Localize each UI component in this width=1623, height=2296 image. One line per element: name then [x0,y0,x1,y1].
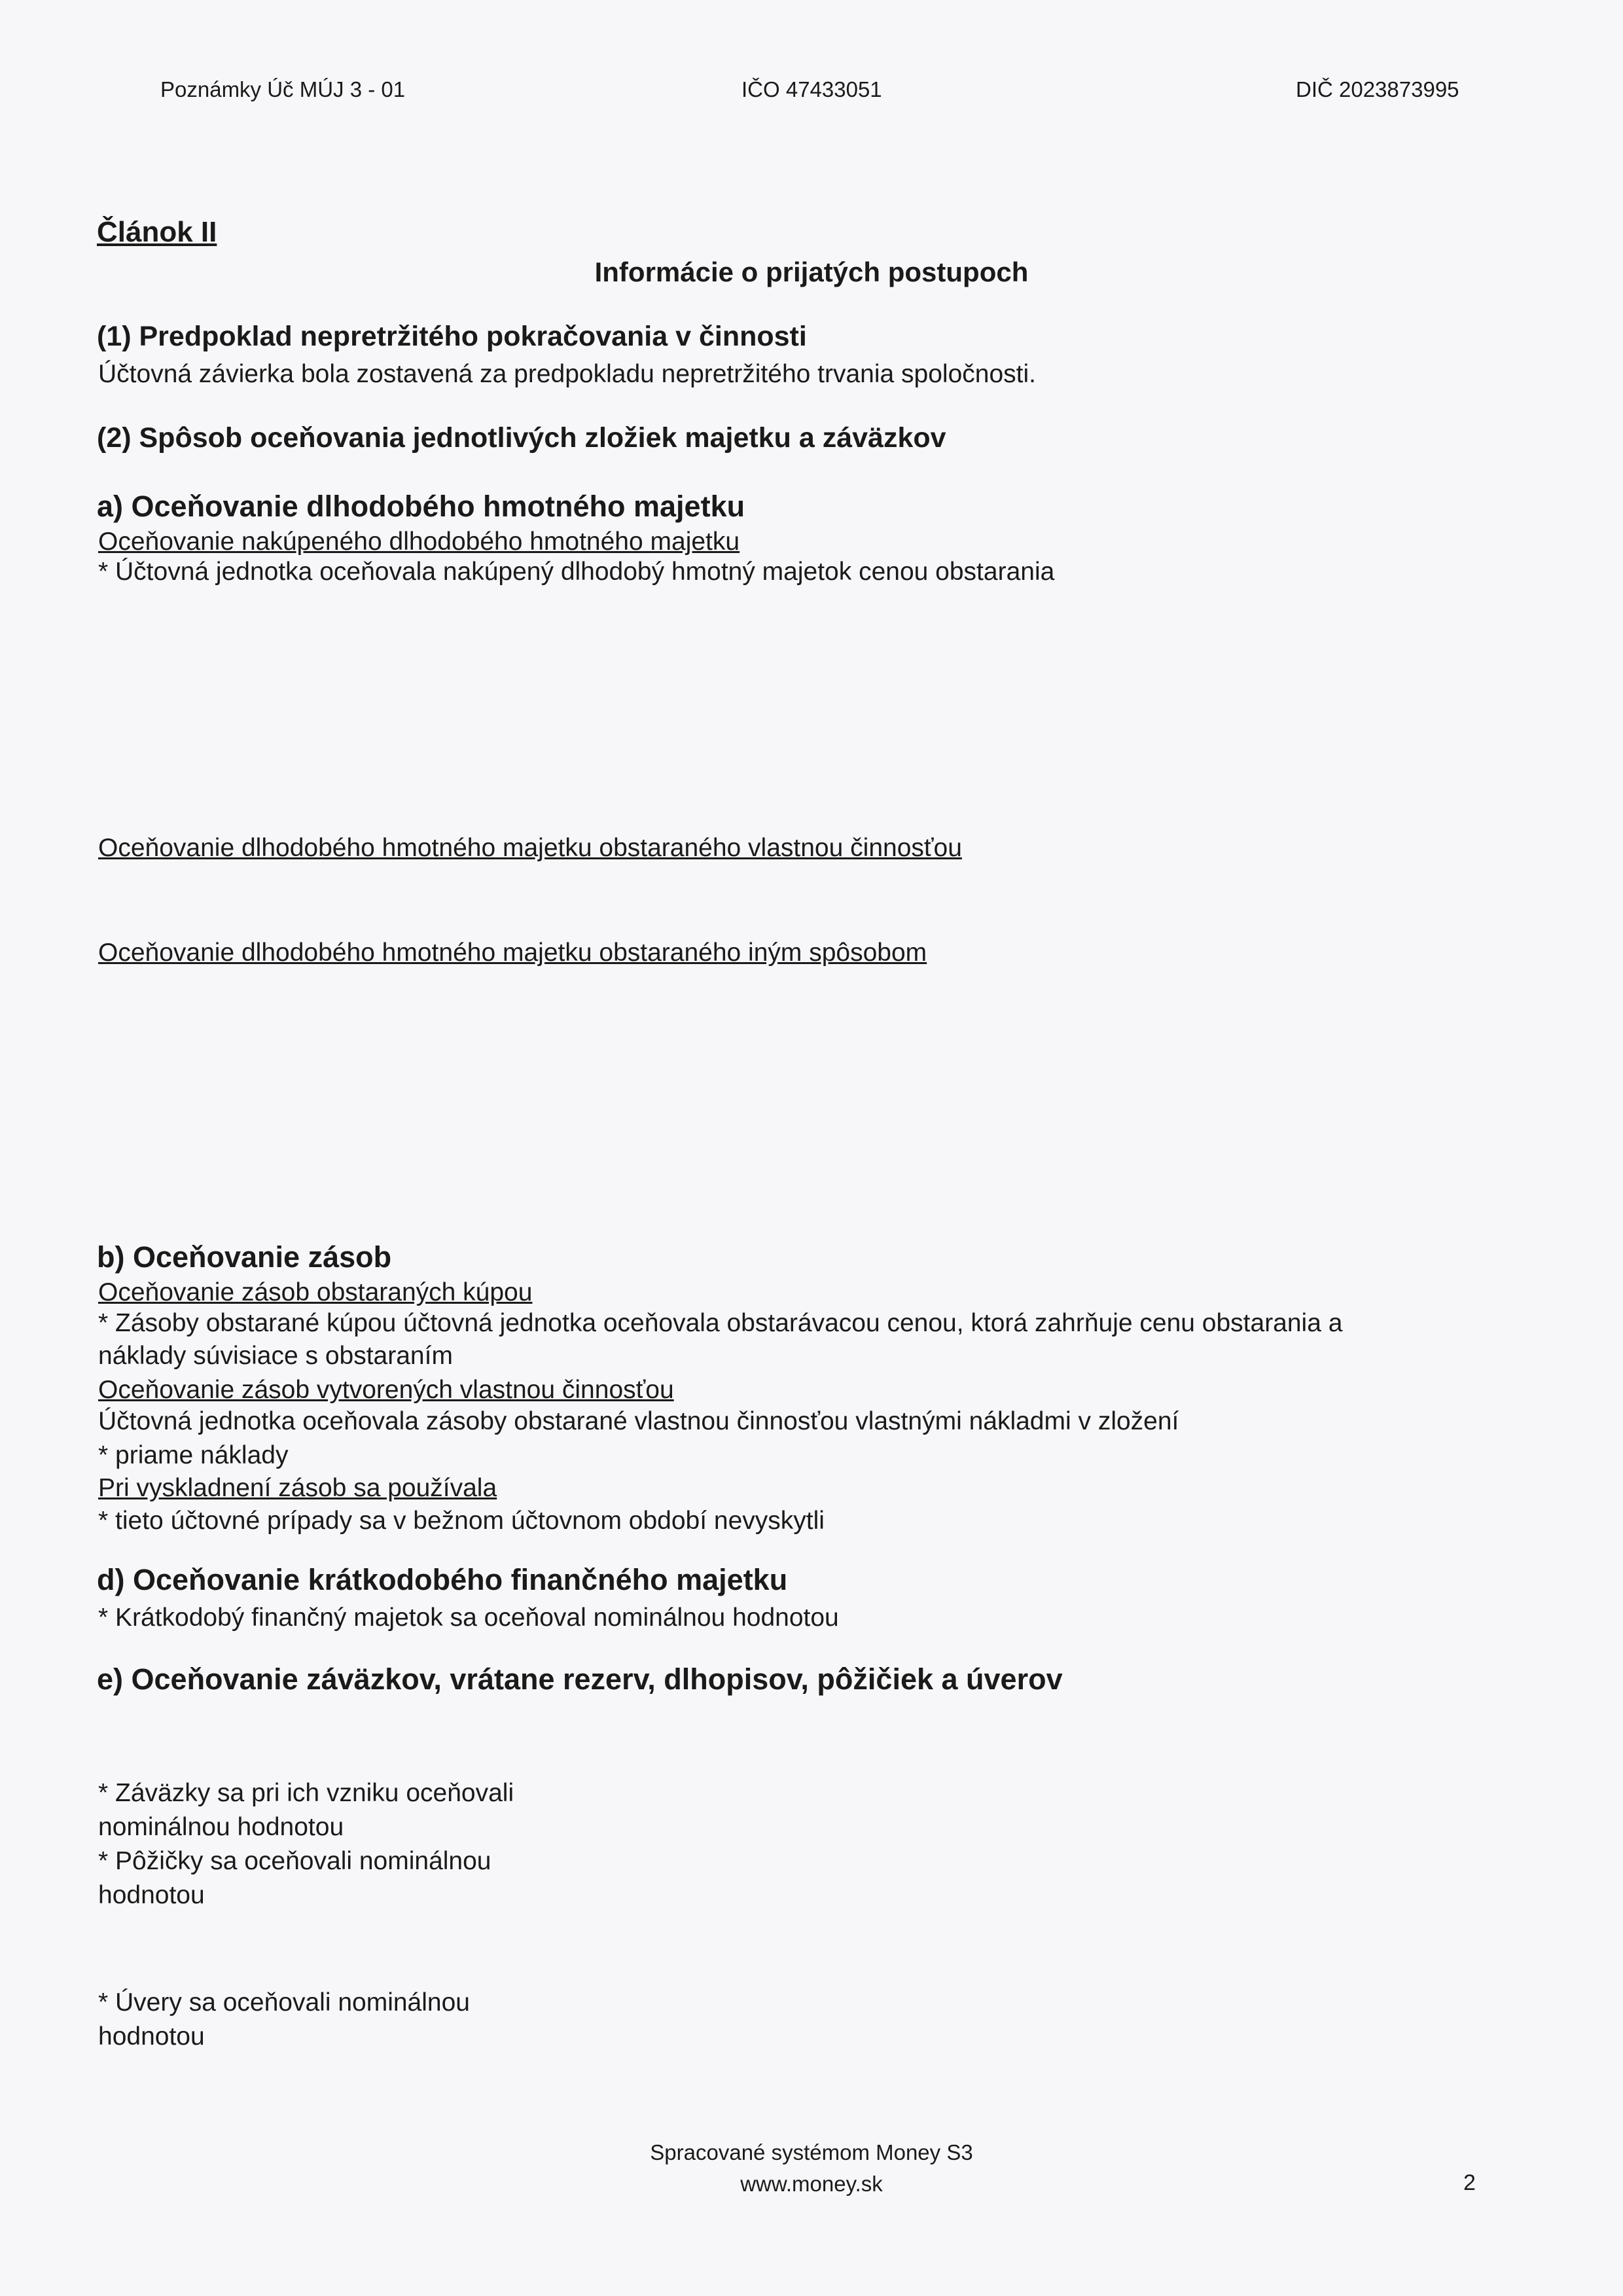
part-b-storage-text: * tieto účtovné prípady sa v bežnom účtovnom období nevyskytli [98,1507,825,1535]
header-form-code: Poznámky Úč MÚJ 3 - 01 [160,77,406,101]
footer-website: www.money.sk [740,2172,883,2196]
part-e-credits-1: * Úvery sa oceňovali nominálnou [98,1988,470,2017]
part-b-own-text: Účtovná jednotka oceňovala zásoby obstarané vlastnou činnosťou vlastnými nákladmi v zložení [98,1407,1179,1435]
part-e-loans-1: * Pôžičky sa oceňovali nominálnou [98,1847,491,1875]
part-e-liabilities-1: * Záväzky sa pri ich vzniku oceňovali [98,1779,514,1807]
part-b-own-title: Oceňovanie zásob vytvorených vlastnou činnosťou [98,1376,674,1404]
part-d-text: * Krátkodobý finančný majetok sa oceňoval nominálnou hodnotou [98,1604,839,1632]
header-ico: IČO 47433051 [741,77,882,101]
part-a-purchased-title: Oceňovanie nakúpeného dlhodobého hmotného majetku [98,528,740,556]
article-title: Článok II [97,216,217,248]
page-number: 2 [1463,2170,1476,2195]
part-b-storage-title: Pri vyskladnení zásob sa používala [98,1474,497,1502]
article-subtitle: Informácie o prijatých postupoch [594,257,1029,287]
section1-heading: (1) Predpoklad nepretržitého pokračovania v činnosti [97,321,807,352]
part-e-liabilities-2: nominálnou hodnotou [98,1813,344,1841]
part-a-other-way-title: Oceňovanie dlhodobého hmotného majetku obstaraného iným spôsobom [98,939,927,967]
part-e-heading: e) Oceňovanie záväzkov, vrátane rezerv, dlhopisov, pôžičiek a úverov [97,1662,1063,1696]
section2-heading: (2) Spôsob oceňovania jednotlivých zložiek majetku a záväzkov [97,422,946,454]
part-b-purchased-text-1: * Zásoby obstarané kúpou účtovná jednotka oceňovala obstarávacou cenou, ktorá zahrňuje cenu obstarania a [98,1309,1343,1337]
section1-text: Účtovná závierka bola zostavená za predpokladu nepretržitého trvania spoločnosti. [98,360,1037,388]
footer-software: Spracované systémom Money S3 [650,2140,973,2164]
part-a-purchased-text: * Účtovná jednotka oceňovala nakúpený dlhodobý hmotný majetok cenou obstarania [98,558,1055,586]
part-a-heading: a) Oceňovanie dlhodobého hmotného majetku [97,490,745,523]
part-d-heading: d) Oceňovanie krátkodobého finančného majetku [97,1563,788,1596]
part-b-purchased-text-2: náklady súvisiace s obstaraním [98,1342,453,1370]
part-a-own-activity-title: Oceňovanie dlhodobého hmotného majetku obstaraného vlastnou činnosťou [98,834,962,862]
part-b-purchased-title: Oceňovanie zásob obstaraných kúpou [98,1278,533,1306]
part-e-loans-2: hodnotou [98,1881,205,1909]
part-b-heading: b) Oceňovanie zásob [97,1240,392,1274]
part-e-credits-2: hodnotou [98,2022,205,2051]
part-b-own-item: * priame náklady [98,1441,289,1469]
header-dic: DIČ 2023873995 [1296,77,1459,101]
